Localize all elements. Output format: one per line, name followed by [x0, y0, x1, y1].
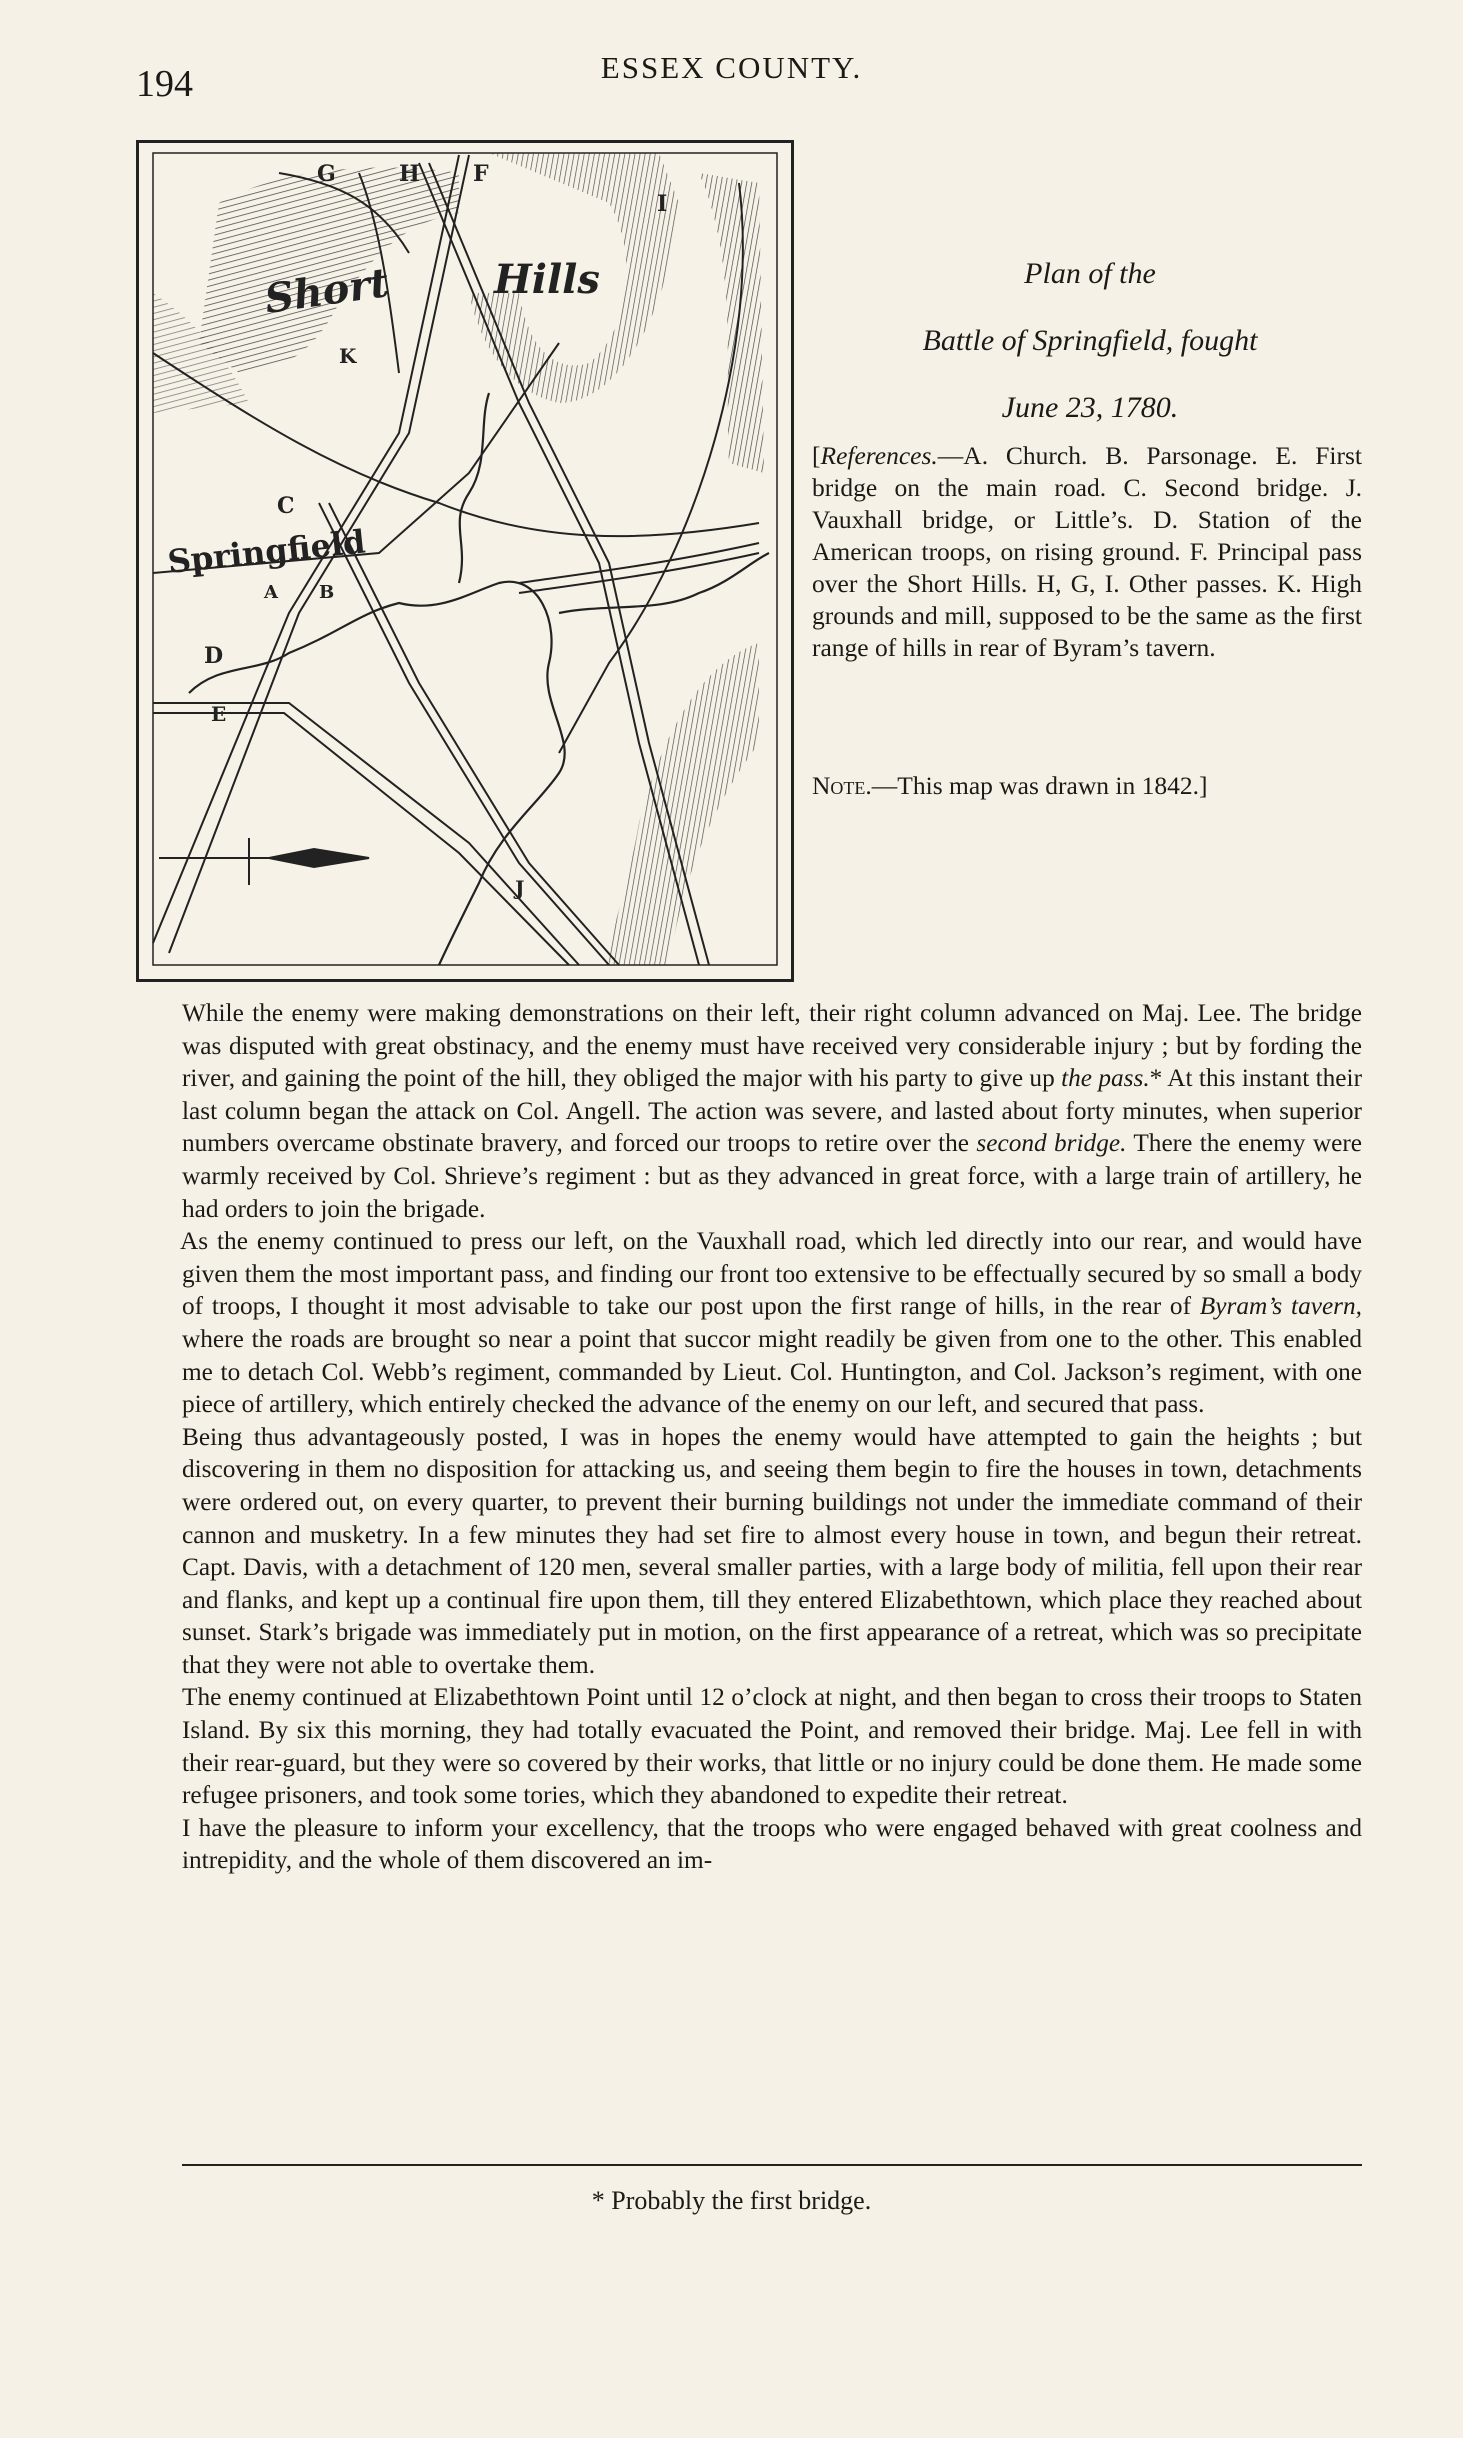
- map-label-f: F: [473, 161, 489, 187]
- road-7: [329, 503, 619, 965]
- note-text: —This map was drawn in 1842.]: [871, 771, 1208, 800]
- road-5: [153, 353, 759, 536]
- body-text: [182, 997, 1362, 1877]
- map-label-c: C: [277, 493, 295, 519]
- paragraph-2: [182, 1225, 1362, 1421]
- map-caption: [810, 240, 1370, 441]
- page-number: 194: [136, 63, 193, 105]
- road-8: [153, 703, 579, 965]
- map-label-k: K: [339, 344, 357, 368]
- footnote-rule: [182, 2164, 1362, 2166]
- paragraph-5: I have the pleasure to inform your excellency, that the troops who were engaged behaved with great coolness and intrepidity, and the whole of them discovered an im-: [182, 1813, 1362, 1875]
- paragraph-2-tavern: Byram’s tavern,: [1199, 1292, 1362, 1321]
- paragraph-2-part-a: As the enemy continued to press our left, on the Vauxhall road, which led directly into our rear, and would have given them the most important pass, and finding our front too extensive to be effectually secured by so small a body of troops, I thought it most advisable to take our post upon the first range of hills, in the rear of: [180, 1227, 1362, 1321]
- paragraph-1-bridge: second bridge.: [976, 1129, 1127, 1158]
- compass-arrow: [159, 838, 369, 885]
- map-label-h: H: [399, 161, 420, 187]
- footnote: * Probably the first bridge.: [591, 2186, 872, 2215]
- map-label-j: J: [515, 876, 525, 900]
- caption-line-1: Plan of the: [1024, 257, 1156, 290]
- map-note: [812, 770, 1362, 802]
- map-label-e: E: [211, 702, 227, 726]
- running-head: ESSEX COUNTY.: [600, 50, 863, 85]
- caption-line-2: Battle of Springfield, fought: [922, 324, 1258, 357]
- paragraph-1-part-a: While the enemy were making demonstrations on their left, their right column advanced on Maj. Lee. The bridge was disputed with great obstinacy, and the enemy must have received very considerable injury ; but by fording the river, and gaining the point of the hill, they obliged the major with his party to give up: [182, 999, 1362, 1093]
- map-references: [812, 440, 1362, 664]
- road-12: [519, 553, 759, 593]
- references-label: References.: [820, 441, 938, 470]
- road-6: [319, 503, 609, 965]
- battle-map: [136, 140, 794, 982]
- map-label-hills: Hills: [494, 256, 600, 303]
- references-text: —A. Church. B. Parsonage. E. First bridge on the main road. C. Second bridge. J. Vauxhall bridge, or Little’s. D. Station of the American troops, on rising ground. F. Principal pass over the Short Hills. H, G, I. Other passes. K. High grounds and mill, supposed to be the same as the first range of hills in rear of Byram’s tavern.: [812, 441, 1362, 662]
- note-label: Note.: [812, 771, 872, 800]
- map-label-a: A: [264, 582, 278, 603]
- paragraph-1-pass: the pass.: [1061, 1064, 1150, 1093]
- map-label-d: D: [204, 643, 224, 669]
- paragraph-1-part-b: * At this instant their last column began the attack on Col. Angell. The action was severe, and lasted about forty minutes, when superior numbers overcame obstinate bravery, and forced our troops to retire over the: [182, 1064, 1362, 1158]
- map-label-springfield: Springfield: [165, 522, 368, 581]
- map-label-short: Short: [261, 259, 392, 323]
- map-label-b: B: [319, 582, 335, 603]
- road-9: [153, 713, 569, 965]
- references-bracket: [: [812, 441, 821, 470]
- caption-line-3: June 23, 1780.: [1001, 391, 1179, 424]
- river: [189, 393, 565, 965]
- paragraph-1: [182, 997, 1362, 1225]
- road-11: [519, 543, 759, 583]
- hills-right-top: [699, 173, 764, 473]
- map-label-g: G: [317, 161, 336, 187]
- paragraph-1-part-c: There the enemy were warmly received by Col. Shrieve’s regiment : but as they advanced in great force, with a large train of artillery, he had orders to join the brigade.: [182, 1129, 1362, 1223]
- hills-right-bottom: [609, 643, 759, 965]
- paragraph-3: Being thus advantageously posted, I was in hopes the enemy would have attempted to gain the heights ; but discovering in them no disposition for attacking us, and seeing them begin to fire the houses in town, detachments were ordered out, on every quarter, to prevent their burning buildings not under the immediate command of their cannon and musketry. In a few minutes they had set fire to almost every house in town, and begun their retreat. Capt. Davis, with a detachment of 120 men, several smaller parties, with a large body of militia, fell upon their rear and flanks, and kept up a continual fire upon them, till they entered Elizabethtown, which place they reached about sunset. Stark’s brigade was immediately put in motion, on the first appearance of a retreat, which was so precipitate that they were not able to overtake them.: [182, 1422, 1362, 1679]
- paragraph-2-part-b: where the roads are brought so near a point that succor might readily be given from one to the other. This enabled me to detach Col. Webb’s regiment, commanded by Lieut. Col. Huntington, and Col. Jackson’s regiment, with one piece of artillery, which entirely checked the advance of the enemy on our left, and secured that pass.: [182, 1324, 1362, 1419]
- paragraph-4: The enemy continued at Elizabethtown Point until 12 o’clock at night, and then began to cross their troops to Staten Island. By six this morning, they had totally evacuated the Point, and removed their bridge. Maj. Lee fell in with their rear-guard, but they were so covered by their works, that little or no injury could be done them. He made some refugee prisoners, and took some tories, which they abandoned to expedite their retreat.: [182, 1683, 1362, 1810]
- map-label-i: I: [657, 191, 668, 217]
- map-drawing: [139, 143, 791, 979]
